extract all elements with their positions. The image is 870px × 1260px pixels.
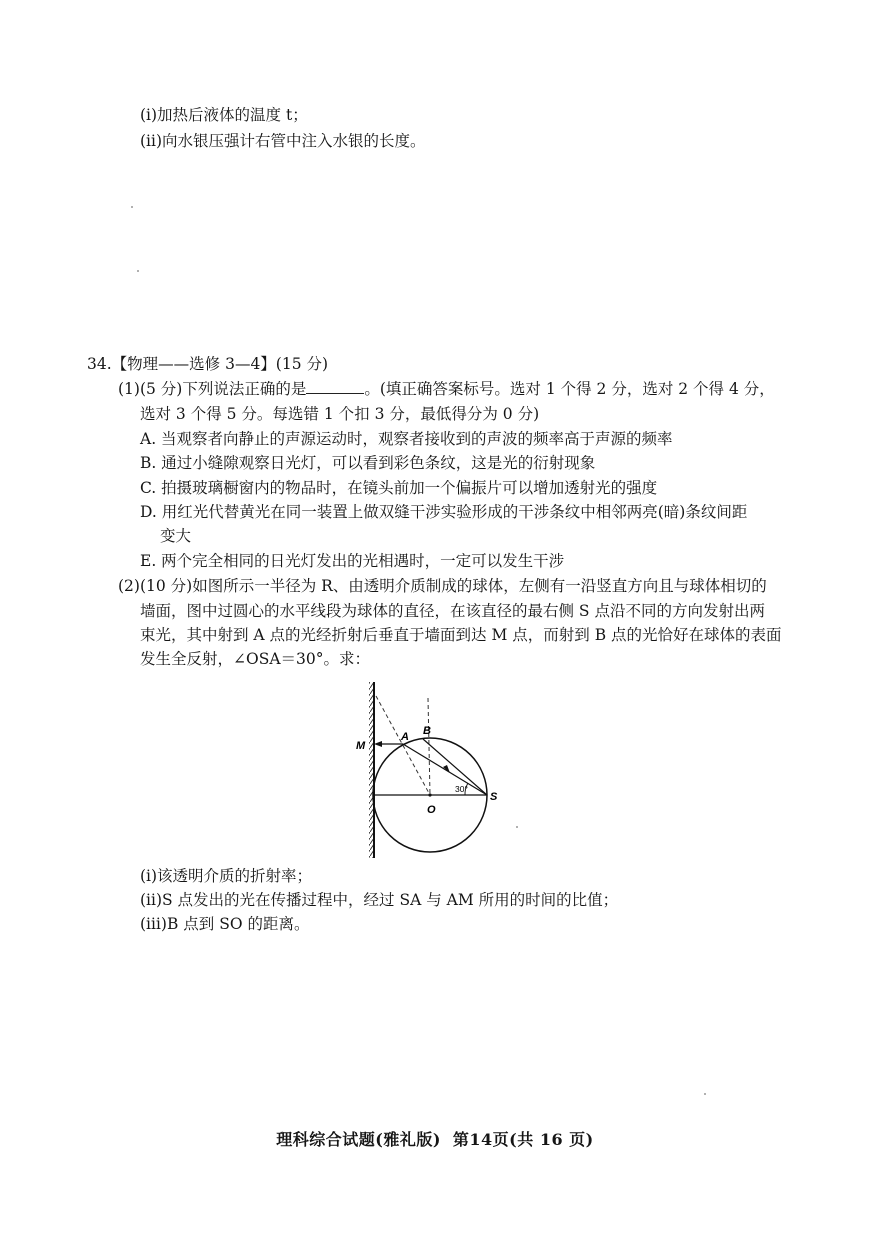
label-a: A [401, 731, 409, 743]
label-m: M [356, 740, 366, 752]
question-34-header: 34.【物理——选修 3—4】(15 分) [87, 355, 329, 373]
option-a: A. 当观察者向静止的声源运动时，观察者接收到的声波的频率高于声源的频率 [140, 430, 673, 448]
scan-speck [137, 270, 139, 272]
part-2-text-line-4: 发生全反射，∠OSA＝30°。求： [140, 650, 370, 668]
part-2-text-line-2: 墙面，图中过圆心的水平线段为球体的直径，在该直径的最右侧 S 点沿不同的方向发射出两 [140, 602, 765, 620]
part-2-sub-i: (ⅰ)该透明介质的折射率； [140, 867, 313, 885]
part-1-intro-text-a: (1)(5 分)下列说法正确的是 [118, 380, 307, 398]
label-angle-30: 30° [455, 784, 468, 794]
footer-page-number: 第14页(共 16 页) [452, 1130, 594, 1149]
normal-line-a [376, 696, 430, 795]
option-b: B. 通过小缝隙观察日光灯，可以看到彩色条纹，这是光的衍射现象 [140, 454, 596, 472]
ray-sa [403, 744, 487, 795]
part-2-sub-ii: (ⅱ)S 点发出的光在传播过程中，经过 SA 与 AM 所用的时间的比值； [140, 891, 619, 909]
part-2-sub-iii: (ⅲ)B 点到 SO 的距离。 [140, 915, 310, 933]
prev-question-part-ii: (ⅱ)向水银压强计右管中注入水银的长度。 [140, 132, 426, 150]
scan-speck [516, 826, 518, 828]
part-1-intro-line-2: 选对 3 个得 5 分。每选错 1 个扣 3 分，最低得分为 0 分) [140, 405, 540, 423]
scan-speck [704, 1093, 706, 1095]
part-2-text-line-3: 束光，其中射到 A 点的光经折射后垂直于墙面到达 M 点，而射到 B 点的光恰好在球体的表面 [140, 626, 782, 644]
option-e: E. 两个完全相同的日光灯发出的光相遇时，一定可以发生干涉 [140, 552, 565, 570]
option-d-line-1: D. 用红光代替黄光在同一装置上做双缝干涉实验形成的干涉条纹中相邻两亮(暗)条纹间距 [140, 503, 748, 521]
part-1-intro-line-1 [118, 378, 775, 400]
label-o: O [427, 804, 436, 816]
part-2-text-line-1: (2)(10 分)如图所示一半径为 R、由透明介质制成的球体，左侧有一沿竖直方向且与球体相切的 [118, 577, 767, 595]
option-c: C. 拍摄玻璃橱窗内的物品时，在镜头前加一个偏振片可以增加透射光的强度 [140, 479, 658, 497]
label-b: B [423, 725, 431, 737]
normal-line-b [428, 698, 430, 795]
optics-diagram [350, 676, 510, 861]
page-footer [0, 1127, 870, 1150]
footer-title: 理科综合试题(雅礼版) [276, 1130, 441, 1149]
arrowhead-m [374, 741, 382, 747]
center-dot [428, 793, 431, 796]
label-s: S [490, 791, 498, 803]
scan-speck [131, 206, 133, 208]
answer-blank [306, 379, 364, 394]
option-d-line-2: 变大 [160, 527, 192, 545]
part-1-intro-text-b: 。(填正确答案标号。选对 1 个得 2 分，选对 2 个得 4 分， [364, 380, 775, 398]
prev-question-part-i: (ⅰ)加热后液体的温度 t； [140, 106, 308, 124]
